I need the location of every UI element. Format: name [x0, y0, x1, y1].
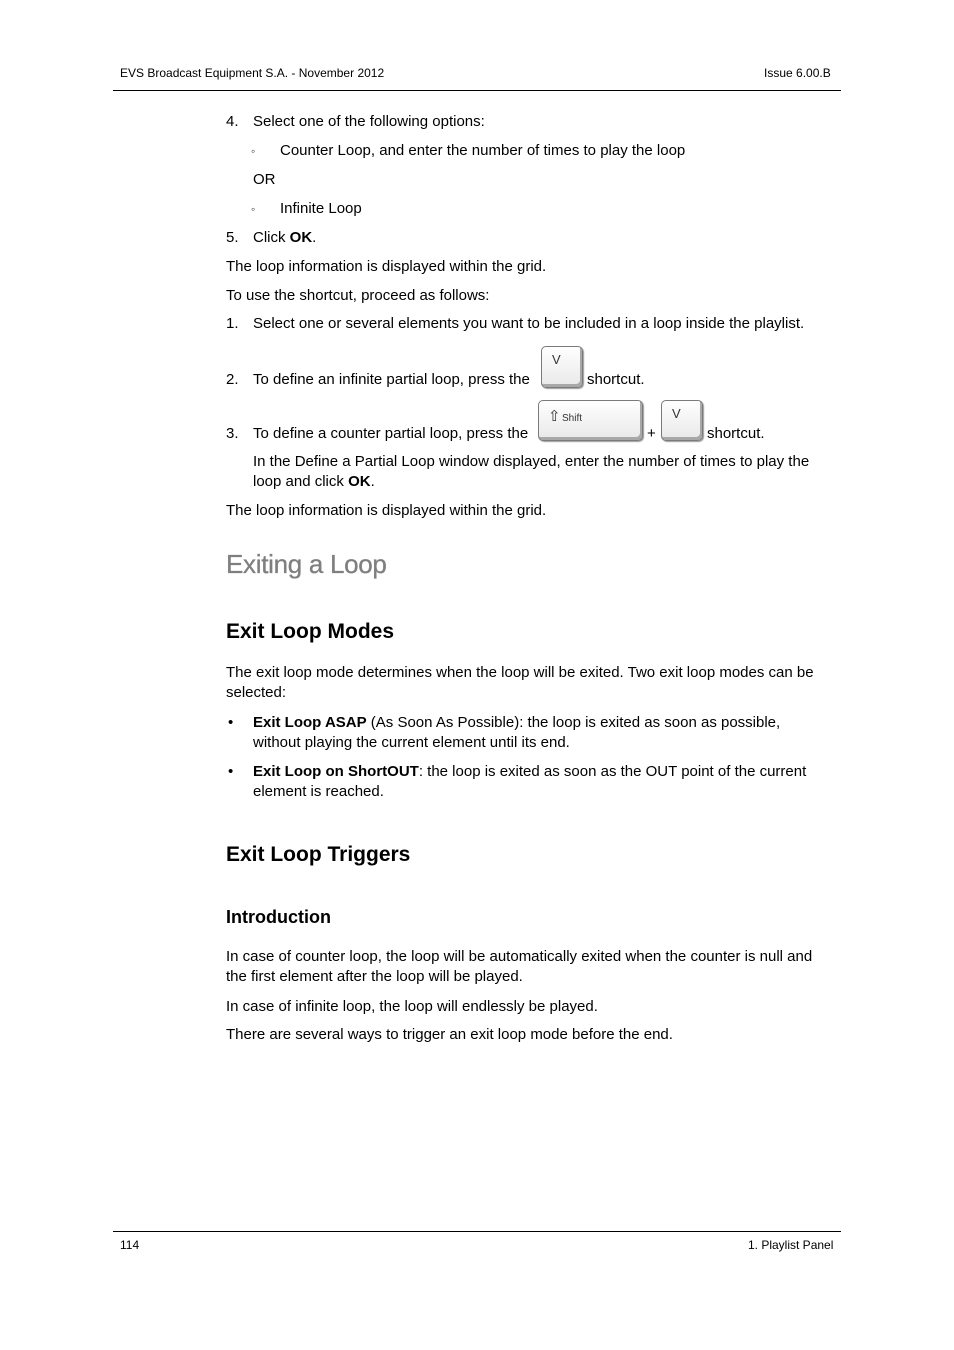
intro-paragraph-1: In case of counter loop, the loop will be automatically exited when the counter is null and the first element after the loop will be played.: [226, 948, 813, 985]
shortcut-step-3-suffix: shortcut.: [707, 425, 765, 442]
shortcut-step-2-text: To define an infinite partial loop, press the: [253, 371, 530, 388]
heading-exit-loop-triggers: Exit Loop Triggers: [226, 843, 411, 866]
bullet-exit-shortout: Exit Loop on ShortOUT: the loop is exited as soon as the OUT point of the current element is reached.: [253, 763, 807, 800]
v-key-label: V: [552, 352, 561, 367]
option-counter-loop: Counter Loop, and enter the number of times to play the loop: [280, 142, 686, 159]
v-key-icon: [661, 400, 703, 441]
shift-key-icon: [538, 400, 643, 441]
loop-info-paragraph-2: The loop information is displayed within the grid.: [226, 502, 547, 519]
intro-paragraph-3: There are several ways to trigger an exit loop mode before the end.: [226, 1026, 673, 1043]
header-rule: [113, 90, 841, 91]
intro-paragraph-2: In case of infinite loop, the loop will endlessly be played.: [226, 998, 598, 1015]
shortcut-step-3-number: 3.: [226, 425, 239, 442]
header-left: EVS Broadcast Equipment S.A. - November 2012: [120, 66, 385, 80]
step-4-text: Select one of the following options:: [253, 113, 485, 130]
shortcut-step-2-number: 2.: [226, 371, 239, 388]
shift-arrow-icon: ⇧: [548, 408, 561, 425]
bullet-icon: •: [228, 763, 234, 780]
heading-exit-loop-modes: Exit Loop Modes: [226, 620, 394, 643]
footer-section: 1. Playlist Panel: [748, 1238, 834, 1252]
heading-exiting-a-loop: Exiting a Loop: [226, 549, 387, 579]
option-bullet-icon: ◦: [251, 144, 256, 158]
bullet-exit-asap: Exit Loop ASAP (As Soon As Possible): the loop is exited as soon as possible, without playing the current element until its end.: [253, 714, 781, 751]
shortcut-step-1-text: Select one or several elements you want to be included in a loop inside the playlist.: [253, 315, 805, 332]
shortcut-step-3-text: To define a counter partial loop, press the: [253, 425, 529, 442]
shortcut-intro-paragraph: To use the shortcut, proceed as follows:: [226, 287, 490, 304]
heading-introduction: Introduction: [226, 907, 331, 927]
page-number: 114: [120, 1238, 140, 1252]
plus-sign: +: [647, 425, 656, 442]
option-bullet-icon: ◦: [251, 202, 256, 216]
step-4-number: 4.: [226, 113, 239, 130]
loop-info-paragraph-1: The loop information is displayed within the grid.: [226, 258, 547, 275]
shift-key-label: Shift: [562, 413, 583, 424]
shortcut-step-2-suffix: shortcut.: [587, 371, 645, 388]
header-right: Issue 6.00.B: [764, 66, 831, 80]
shortcut-step-1-number: 1.: [226, 315, 239, 332]
step-5-number: 5.: [226, 229, 239, 246]
bullet-icon: •: [228, 714, 234, 731]
shortcut-step-3-detail: In the Define a Partial Loop window displayed, enter the number of times to play the loop and click OK.: [253, 453, 810, 490]
footer-rule: [113, 1231, 841, 1232]
v-key-icon: [541, 346, 583, 388]
step-5-text: Click OK.: [253, 229, 317, 246]
option-infinite-loop: Infinite Loop: [280, 200, 362, 217]
or-text: OR: [253, 171, 276, 188]
exit-modes-paragraph: The exit loop mode determines when the loop will be exited. Two exit loop modes can be selected:: [226, 664, 814, 701]
v-key-label: V: [672, 406, 681, 421]
